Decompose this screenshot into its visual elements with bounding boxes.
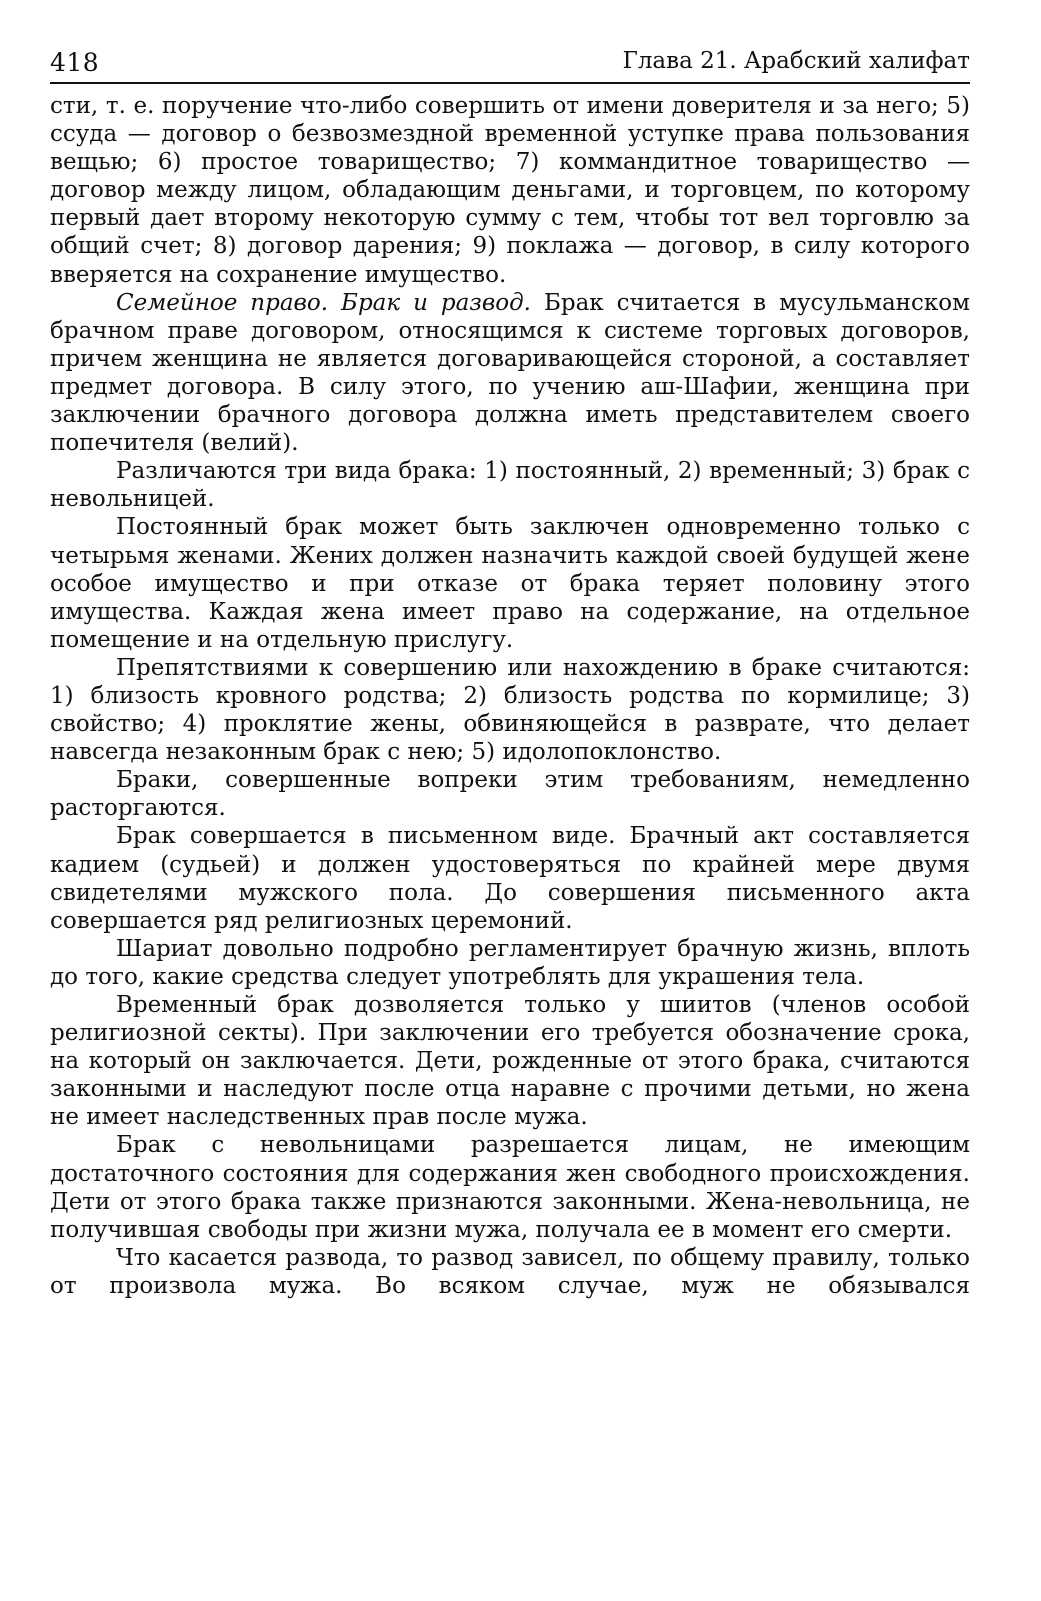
section-heading: Семейное право. Брак и развод. bbox=[116, 289, 531, 316]
paragraph bbox=[50, 822, 970, 934]
page-number: 418 bbox=[50, 48, 100, 77]
body-text bbox=[50, 92, 970, 1300]
paragraph bbox=[50, 1131, 970, 1243]
paragraph bbox=[50, 654, 970, 766]
paragraph-text: Брак совершается в письменном виде. Брачный акт составляется кадием (судьей) и должен удостоверяться по крайней мере двумя свидетелями мужского пола. До совершения письменного акта совершается ряд религиозных церемоний. bbox=[50, 823, 970, 934]
paragraph bbox=[50, 513, 970, 653]
paragraph-text: Браки, совершенные вопреки этим требованиям, немедленно расторгаются. bbox=[50, 767, 970, 822]
paragraph bbox=[50, 289, 970, 458]
paragraph-text: Брак считается в мусульманском брачном праве договором, относящимся к системе торговых договоров, причем женщина не является договаривающейся стороной, а составляет предмет договора. В силу этого, по учению аш-Шафии, женщина при заключении брачного договора должна иметь представителем своего попечителя (велий). bbox=[50, 289, 970, 457]
chapter-title: Глава 21. Арабский халифат bbox=[622, 48, 970, 74]
paragraph-text: Временный брак дозволяется только у шиитов (членов особой религиозной секты). При заключении его требуется обозначение срока, на который он заключается. Дети, рожденные от этого брака, считаются законными и наследуют после отца наравне с прочими детьми, но жена не имеет наследственных прав после мужа. bbox=[50, 992, 970, 1131]
running-header bbox=[50, 42, 970, 84]
paragraph-text: Различаются три вида брака: 1) постоянный, 2) временный; 3) брак с невольницей. bbox=[50, 458, 970, 513]
paragraph bbox=[50, 766, 970, 822]
paragraph-text: Препятствиями к совершению или нахождению в браке считаются: 1) близость кровного родства; 2) близость родства по кормилице; 3) свойство; 4) проклятие жены, обвиняющейся в разврате, что делает навсегда незаконным брак с нею; 5) идолопоклонство. bbox=[50, 654, 970, 766]
paragraph-text: Постоянный брак может быть заключен одновременно только с четырьмя женами. Жених должен назначить каждой своей будущей жене особое имущество и при отказе от брака теряет половину этого имущества. Каждая жена имеет право на содержание, на отдельное помещение и на отдельную прислугу. bbox=[50, 514, 970, 653]
paragraph bbox=[50, 92, 970, 289]
paragraph bbox=[50, 935, 970, 991]
paragraph-text: сти, т. е. поручение что-либо совершить от имени доверителя и за него; 5) ссуда — договор о безвозмездной временной уступке права пользования вещью; 6) простое товарищество; 7) коммандитное товарищество — договор между лицом, обладающим деньгами, и торговцем, по которому первый дает второму некоторую сумму с тем, чтобы тот вел торговлю за общий счет; 8) договор дарения; 9) поклажа — договор, в силу которого вверяется на сохранение имущество. bbox=[50, 93, 970, 288]
paragraph-text: Брак с невольницами разрешается лицам, не имеющим достаточного состояния для содержания жен свободного происхождения. Дети от этого брака также признаются законными. Жена-невольница, не получившая свободы при жизни мужа, получала ее в момент его смерти. bbox=[50, 1132, 970, 1243]
paragraph bbox=[50, 991, 970, 1131]
paragraph-text: Шариат довольно подробно регламентирует брачную жизнь, вплоть до того, какие средства следует употреблять для украшения тела. bbox=[50, 935, 970, 990]
paragraph-text: Что касается развода, то развод зависел, по общему правилу, только от произвола мужа. Во всяком случае, муж не обязывался bbox=[50, 1244, 970, 1299]
paragraph bbox=[50, 1244, 970, 1300]
paragraph bbox=[50, 457, 970, 513]
